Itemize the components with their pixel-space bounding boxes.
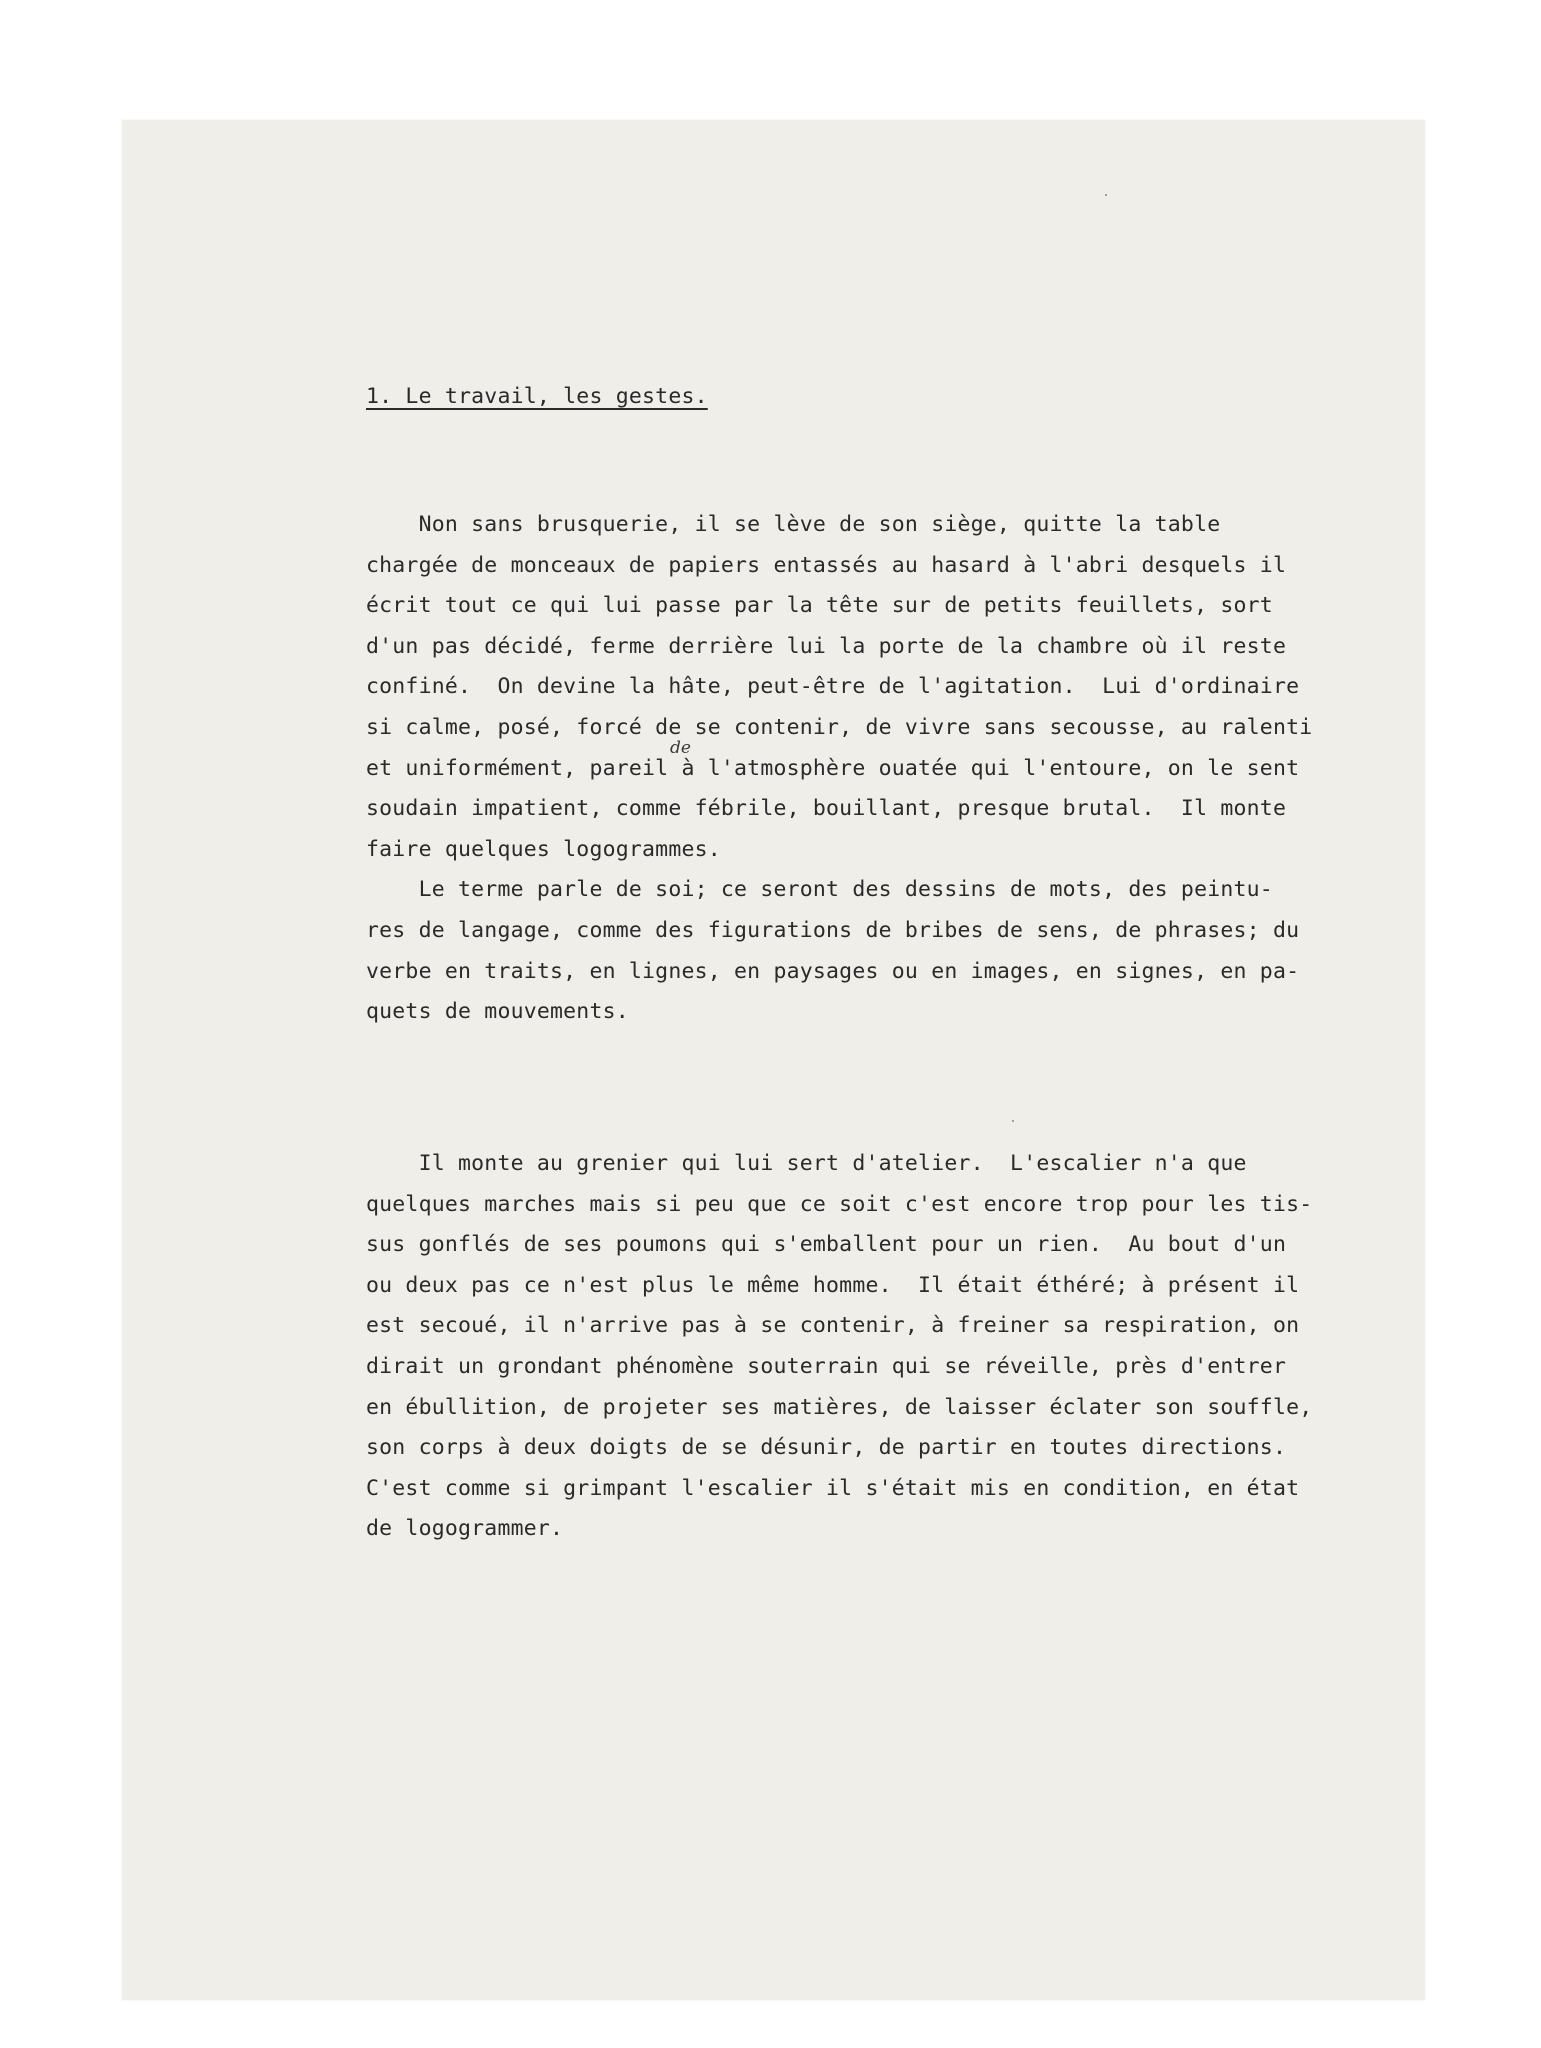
- text-line: d'un pas décidé, ferme derrière lui la porte de la chambre où il reste: [366, 633, 1287, 659]
- text-line: Le terme parle de soi; ce seront des dessins de mots, des peintu-: [366, 877, 1273, 903]
- text-line: quets de mouvements.: [366, 999, 629, 1025]
- section-two-text: [366, 1144, 1441, 1550]
- text-line: C'est comme si grimpant l'escalier il s'était mis en condition, en état: [366, 1475, 1300, 1501]
- page-text: [122, 120, 1425, 2000]
- text-line: confiné. On devine la hâte, peut-être de l'agitation. Lui d'ordinaire: [366, 674, 1300, 700]
- text-line: Non sans brusquerie, il se lève de son siège, quitte la table: [366, 512, 1221, 537]
- text-line: son corps à deux doigts de se désunir, de partir en toutes directions.: [366, 1435, 1287, 1461]
- text-line: sus gonflés de ses poumons qui s'emballent pour un rien. Au bout d'un: [366, 1232, 1287, 1258]
- text-line: si calme, posé, forcé de se contenir, de vivre sans secousse, au ralenti: [366, 714, 1313, 740]
- text-line: de logogrammer.: [366, 1516, 564, 1542]
- text-line: écrit tout ce qui lui passe par la tête sur de petits feuillets, sort: [366, 593, 1273, 619]
- text-line: res de langage, comme des figurations de bribes de sens, de phrases; du: [366, 917, 1300, 943]
- text-line: verbe en traits, en lignes, en paysages ou en images, en signes, en pa-: [366, 958, 1300, 984]
- text-line: quelques marches mais si peu que ce soit c'est encore trop pour les tis-: [366, 1191, 1313, 1217]
- text-line: Il monte au grenier qui lui sert d'atelier. L'escalier n'a que: [366, 1151, 1247, 1176]
- paper-speck: [1105, 194, 1107, 196]
- text-line: et uniformément, pareil à l'atmosphère ouatée qui l'entoure, on le sent: [366, 755, 1300, 781]
- text-line: faire quelques logogrammes.: [366, 836, 721, 862]
- section-heading: 1. Le travail, les gestes.: [366, 384, 708, 409]
- text-line: en ébullition, de projeter ses matières, de laisser éclater son souffle,: [366, 1394, 1313, 1420]
- text-line: soudain impatient, comme fébrile, bouillant, presque brutal. Il monte: [366, 796, 1287, 822]
- section-one-text: [366, 505, 1441, 1033]
- handwritten-insertion: de: [670, 738, 691, 758]
- text-line: dirait un grondant phénomène souterrain qui se réveille, près d'entrer: [366, 1353, 1287, 1379]
- text-line: ou deux pas ce n'est plus le même homme. Il était éthéré; à présent il: [366, 1272, 1300, 1298]
- paper-speck: [1012, 1120, 1014, 1122]
- text-line: chargée de monceaux de papiers entassés au hasard à l'abri desquels il: [366, 552, 1287, 578]
- typewritten-page: [122, 120, 1425, 2000]
- text-line: est secoué, il n'arrive pas à se contenir, à freiner sa respiration, on: [366, 1313, 1300, 1339]
